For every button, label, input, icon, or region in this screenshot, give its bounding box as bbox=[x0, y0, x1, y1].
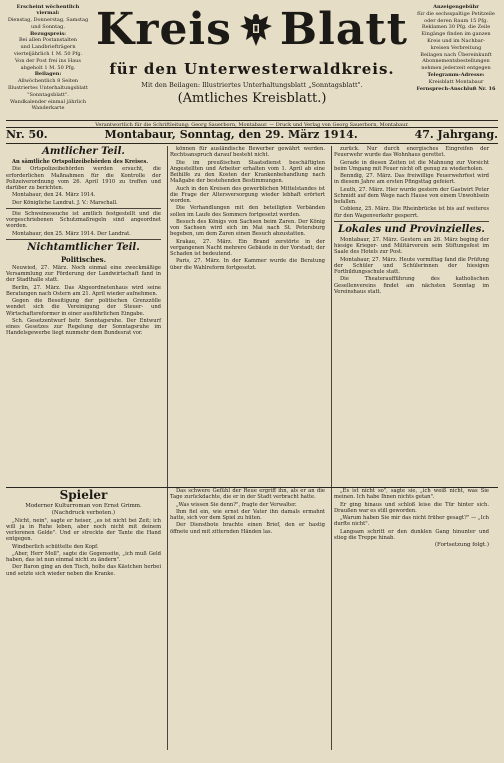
column-1 bbox=[6, 146, 161, 338]
info-line: Bei allen Postanstalten bbox=[18, 37, 78, 44]
header-rule bbox=[6, 143, 498, 144]
novel-paragraph: Der Baron ging an den Tisch, holte das Kästchen herbei und setzte sich wieder neben die Kranke. bbox=[6, 564, 161, 577]
novel-subtitle: Moderner Kulturroman von Ernst Grimm. bbox=[25, 503, 142, 509]
novel-title: Spieler bbox=[59, 488, 108, 502]
article-paragraph: zurück. Nur durch energisches Eingreifen der Feuerwehr wurde das Wohnhaus gerettet. bbox=[334, 146, 489, 159]
section-heading-local: Lokales und Provinzielles. bbox=[338, 223, 485, 235]
feuilleton-section bbox=[6, 488, 498, 754]
section-heading-official: Amtlicher Teil. bbox=[42, 146, 125, 157]
reprint-notice: (Nachdruck verboten.) bbox=[51, 510, 116, 517]
info-line: Telegramm-Adresse: bbox=[427, 71, 485, 78]
novel-paragraph: Windberlich schüttelte den Kopf. bbox=[12, 543, 99, 550]
novel-paragraph: „Aber, Herr Moll", sagte die Gegenseite, „ich muß Geld haben, das ist nun einmal nicht zu ändern". bbox=[6, 550, 161, 563]
newspaper-subtitle: für den Unterwesterwaldkreis. bbox=[109, 60, 395, 78]
section-heading-unofficial: Nichtamtlicher Teil. bbox=[27, 241, 140, 253]
official-gazette-label: (Amtliches Kreisblatt.) bbox=[177, 91, 327, 106]
novel-paragraph: „Es ist nicht so", sagte sie, „ich weiß nicht, was Sie meinen. Ich habe Ihnen nichts getan". bbox=[334, 488, 489, 501]
info-line: für die sechsspaltige Petitzeile bbox=[417, 10, 495, 17]
info-line: und Landbriefträgern bbox=[20, 44, 76, 51]
article-paragraph: Die Ortspolizeibehörden werden ersucht, die erforderlichen Maßnahmen für die Kontrolle der Polizeiverordnung vom 26. April 1910 zu treffen und darüber zu berichten. bbox=[6, 166, 161, 191]
header-rule bbox=[6, 120, 498, 121]
subsection-heading: Politisches. bbox=[60, 254, 107, 264]
feuilleton-column-2 bbox=[170, 488, 325, 536]
article-paragraph: Montabaur, den 24. März 1914. bbox=[12, 192, 96, 199]
novel-paragraph: Das schwere Gefühl der Reue ergriff ihn, als er an die Tage zurückdachte, die er in der Stadt verbracht hatte. bbox=[170, 488, 325, 501]
article-paragraph: Montabaur, 27. März. Gestern am 26. März beging der hiesige Krieger- und Militärverein sein Stiftungsfest im Saale des Hotels zur Post. bbox=[334, 236, 489, 256]
article-paragraph: Sch. Gesetzentwurf betr. Sonntagsruhe. Der Entwurf eines Gesetzes zur Regelung der Sonntagsruhe im Handelsgewerbe liegt nunmehr dem Bundesrat vor. bbox=[6, 317, 161, 337]
article-paragraph: Der Königliche Landrat. J. V.: Marschall. bbox=[12, 199, 118, 206]
title-right: Blatt bbox=[279, 4, 408, 55]
novel-paragraph: Langsam schritt er den dunklen Gang hinunter und stieg die Treppe hinab. bbox=[334, 528, 489, 541]
novel-paragraph: „Nicht, nein", sagte er heiser, „es ist nicht bei Zeit; ich will ja in Ruhe leben, aber noch nicht mit deinem verlorenen Gelde". Und er streckte der Tante die Hand entgegen. bbox=[6, 517, 161, 543]
article-paragraph: Benndig, 27. März. Das freiwillige Feuerwehrfest wird in diesem Jahre am ersten Pfingsttag gefeiert. bbox=[334, 173, 489, 186]
article-paragraph: Die Schweineseuche ist amtlich festgestellt und die vorgeschriebenen Schutzmaßregeln sind angeordnet worden. bbox=[6, 210, 161, 230]
article-paragraph: Die im preußischen Staatsdienst beschäftigten Angestellten und Arbeiter erhalten vom 1. April ab eine Beihilfe zu den Kosten der Krankenbehandlung nach Maßgabe der bestehenden Bestimmungen. bbox=[170, 159, 325, 185]
advertising-info bbox=[414, 4, 498, 92]
info-line: Von der Post frei ins Haus bbox=[15, 57, 81, 64]
article-paragraph: Neuwied, 27. März. Noch einmal eine zweckmäßige Versammlung zur Förderung der Landwirtschaft fand in der Stadthalle statt. bbox=[6, 264, 161, 284]
info-line: Allwöchentlich 8 Seiten bbox=[17, 78, 79, 85]
info-line: "Sonntagsblatt". bbox=[27, 91, 69, 98]
novel-paragraph: Er ging hinaus und schloß leise die Tür hinter sich. Draußen war es still geworden. bbox=[334, 501, 489, 514]
issue-number: Nr. 50. bbox=[6, 128, 48, 141]
feuilleton-column-1 bbox=[6, 488, 161, 578]
article-paragraph: Besuch des Königs von Sachsen beim Zaren. Der König von Sachsen wird sich im Mai nach St. Petersburg begeben, um dem Zaren einen Besuch abzustatten. bbox=[170, 218, 325, 238]
info-line: Beilagen: bbox=[34, 71, 62, 78]
article-paragraph: An sämtliche Ortspolizeibehörden des Kreises. bbox=[12, 159, 149, 165]
news-columns bbox=[6, 146, 498, 486]
article-divider bbox=[6, 208, 161, 209]
title-left: Kreis bbox=[96, 4, 232, 55]
info-line: Fernsprech-Anschluß Nr. 16 bbox=[416, 85, 496, 92]
info-line: Wanderkarte bbox=[31, 105, 65, 112]
column-3 bbox=[334, 146, 489, 296]
volume-number: 47. Jahrgang. bbox=[414, 128, 498, 141]
info-line: Beilagen nach Übereinkunft bbox=[420, 51, 492, 58]
info-line: kreisen Verbreitung bbox=[430, 44, 482, 51]
info-line: Anzeigengebühr bbox=[433, 4, 479, 10]
article-paragraph: können für ausländische Bewerber gewährt werden. Rechtsanspruch darauf besteht nicht. bbox=[170, 146, 325, 159]
article-paragraph: Auch in den Kreisen des gewerblichen Mittelstandes ist die Frage der Altersversorgung wieder lebhaft erörtert worden. bbox=[170, 185, 325, 204]
column-2 bbox=[170, 146, 325, 272]
article-paragraph: Gerade in diesen Zeiten ist die Mahnung zur Vorsicht beim Umgang mit Feuer nicht oft genug zu wiederholen. bbox=[334, 159, 489, 172]
info-line: Dienstag, Donnerstag, Samstag bbox=[7, 17, 89, 23]
info-line: vierteljährlich 1 M. 50 Pfg. bbox=[13, 50, 83, 57]
info-line: und Sonntag. bbox=[31, 23, 65, 30]
imprint-line: Verantwortlich für die Schriftleitung: Georg Sauerborn, Montabaur. — Druck und Verlag von Georg Sauerborn, Montabaur. bbox=[95, 122, 409, 128]
info-line: nehmen jederzeit entgegen bbox=[421, 65, 491, 72]
info-line: Wandkalender einmal jährlich bbox=[9, 98, 87, 105]
novel-paragraph: Ihm fiel ein, wie ernst der Vater ihn damals ermahnt hatte, sich vor dem Spiel zu hüten. bbox=[170, 508, 325, 521]
masthead bbox=[92, 6, 412, 107]
info-line: Illustriertes Unterhaltungsblatt bbox=[7, 84, 89, 91]
article-paragraph: Die Verhandlungen mit den beteiligten Verbänden sollen im Laufe des Sommers fortgesetzt werden. bbox=[170, 205, 325, 218]
issue-dateline bbox=[6, 129, 498, 141]
info-line: Erscheint wöchentlich viermal: bbox=[16, 4, 80, 17]
info-line: Bezugspreis: bbox=[29, 30, 67, 37]
article-paragraph: Coblenz, 25. März. Die Rheinbrücke ist bis auf weiteres für den Wagenverkehr gesperrt. bbox=[334, 206, 489, 219]
article-divider bbox=[334, 221, 489, 222]
article-paragraph: Montabaur, den 25. März 1914. Der Landrat. bbox=[12, 230, 131, 237]
subscription-info bbox=[6, 4, 90, 112]
article-paragraph: Montabaur, 27. März. Heute vormittag fand die Prüfung der Schüler und Schülerinnen der hiesigen Fortbildungsschule statt. bbox=[334, 256, 489, 275]
feuilleton-column-3 bbox=[334, 488, 489, 549]
article-paragraph: Die Theateraufführung des katholischen Gesellenvereins findet am nächsten Sonntag im Vereinshaus statt. bbox=[334, 276, 489, 295]
novel-paragraph: Der Dienstbote brachte einen Brief, den er hastig öffnete und mit zitternden Händen las. bbox=[170, 522, 325, 535]
info-line: oder deren Raum 15 Pfg. bbox=[424, 17, 488, 24]
info-line: Kreis und im Nachbar- bbox=[427, 37, 485, 44]
article-divider bbox=[6, 239, 161, 240]
newspaper-title bbox=[92, 6, 412, 54]
info-line: Kreisblatt Montabaur bbox=[428, 78, 484, 85]
novel-paragraph: „Warum haben Sie mir das nicht früher gesagt?" — „Ich durfte nicht". bbox=[334, 515, 489, 528]
info-line: Reklamen 30 Pfg. die Zeile bbox=[421, 24, 491, 31]
article-paragraph: Berlin, 27. März. Das Abgeordnetenhaus wird seine Beratungen nach Ostern am 21. April wieder aufnehmen. bbox=[6, 284, 161, 297]
info-line: Eingänge finden im ganzen bbox=[421, 31, 491, 38]
info-line: Abonnementsbestellungen bbox=[422, 58, 490, 65]
novel-paragraph: „Was wissen Sie denn?", fragte der Verwalter. bbox=[176, 501, 297, 508]
supplement-tagline: Mit den Beilagen: Illustriertes Unterhaltungsblatt „Sonntagsblatt". bbox=[141, 81, 363, 89]
article-paragraph: Leuth, 27. März. Hier wurde gestern der Gastwirt Peter Schmidt auf dem Wege nach Hause von einem Unwohlsein befallen. bbox=[334, 186, 489, 205]
article-paragraph: Krakau, 27. März. Ein Brand zerstörte in der vergangenen Nacht mehrere Gebäude in der Vorstadt; der Schaden ist bedeutend. bbox=[170, 238, 325, 257]
article-paragraph: Gegen die Beseitigung der politischen Grenzzölle wendet sich die Vereinigung der Steuer- und Wirtschaftsreformer in einer ausführlichen Eingabe. bbox=[6, 298, 161, 317]
article-paragraph: Paris, 27. März. In der Kammer wurde die Beratung über die Wahlreform fortgesetzt. bbox=[170, 258, 325, 271]
issue-date: Montabaur, Sonntag, den 29. März 1914. bbox=[104, 128, 358, 141]
info-line: abgeholt 1 M. 50 Pfg. bbox=[20, 64, 76, 71]
eagle-emblem-icon bbox=[238, 10, 274, 50]
continued-notice: (Fortsetzung folgt.) bbox=[434, 542, 489, 548]
